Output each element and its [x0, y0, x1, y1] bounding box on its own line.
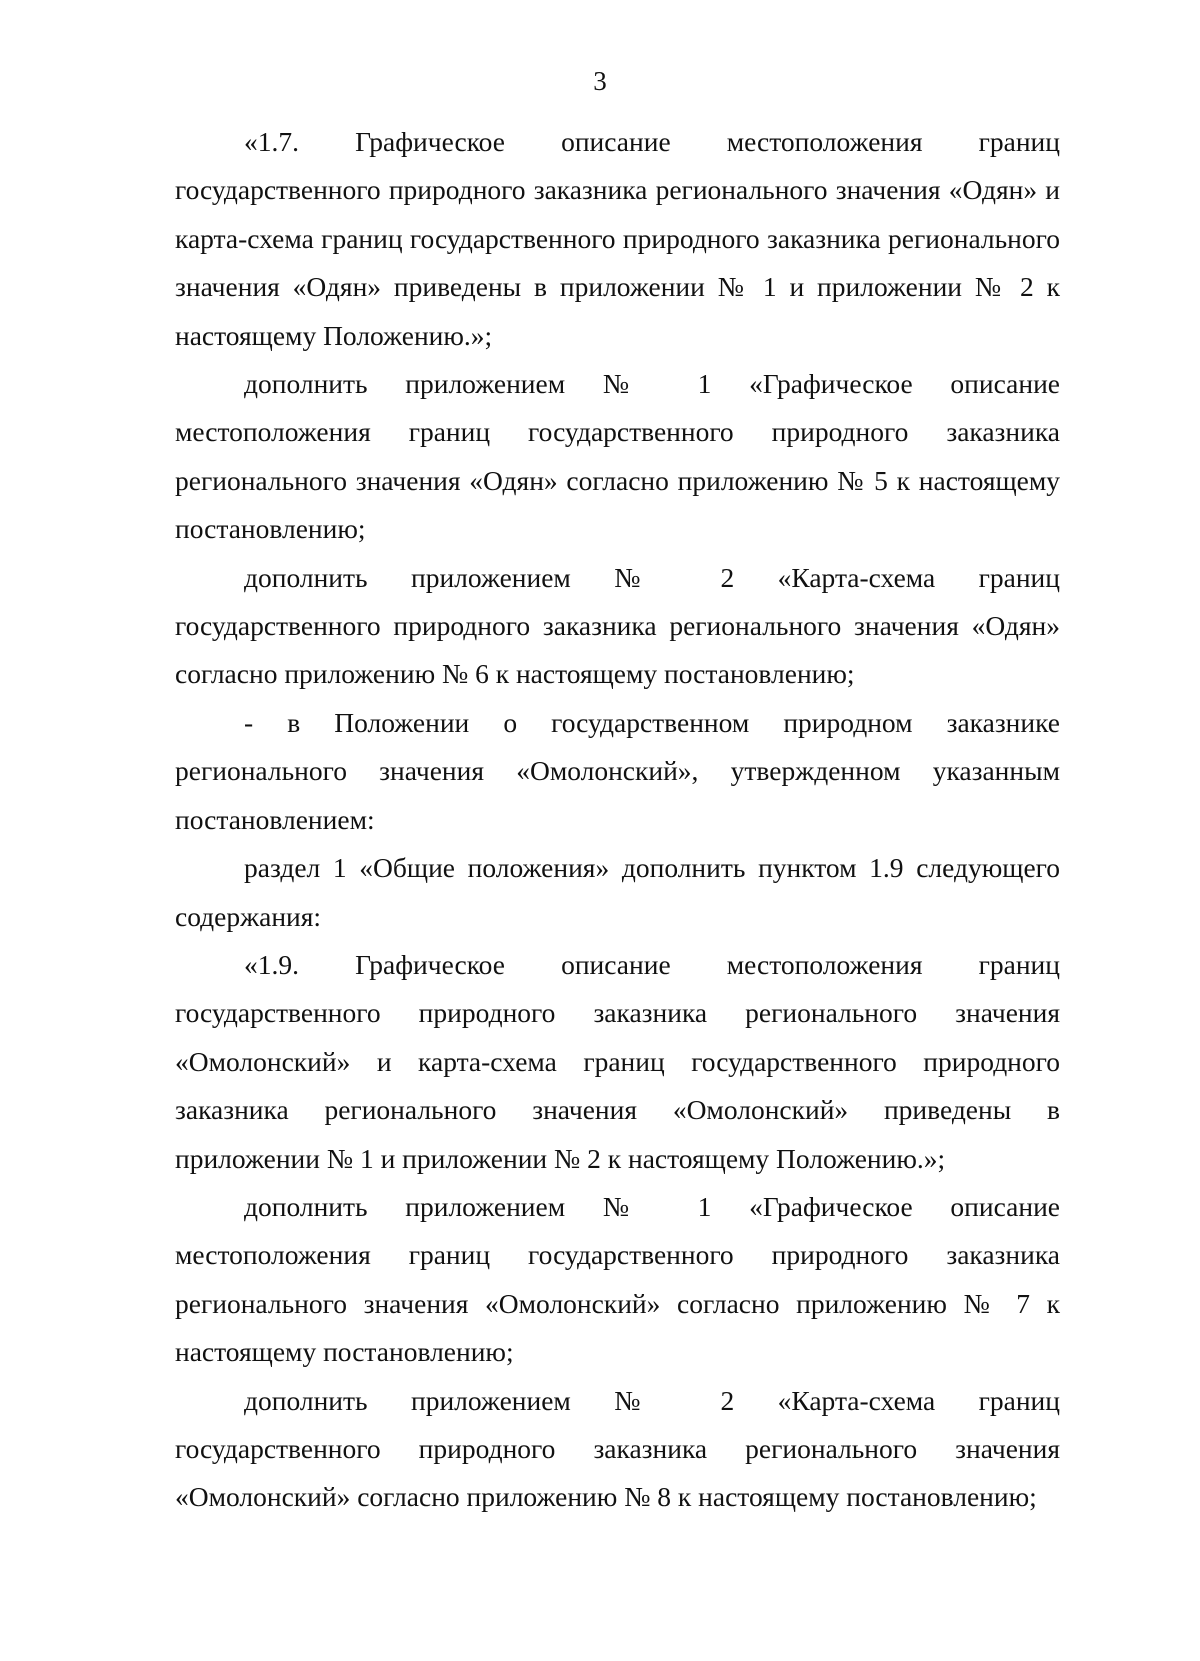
- paragraph-7-first-line: дополнить приложением № 1 «Графическое описание: [244, 1190, 1060, 1222]
- paragraph-2-text: местоположения границ государственного природного заказника регионального значения «Одян» согласно приложению № 5 к настоящему постановлению;: [175, 416, 1060, 545]
- paragraph-7-text: местоположения границ государственного природного заказника регионального значения «Омолонский» согласно приложению № 7 к настоящему постановлению;: [175, 1239, 1060, 1368]
- page-number: 3: [593, 66, 607, 96]
- paragraph-8-text: государственного природного заказника регионального значения «Омолонский» согласно приложению № 8 к настоящему постановлению;: [175, 1432, 1060, 1513]
- document-body: [175, 118, 1060, 1522]
- paragraph-5-text: содержания:: [175, 900, 322, 932]
- paragraph-4-first-line: - в Положении о государственном природном заказнике: [244, 706, 1060, 738]
- paragraph-4-text: регионального значения «Омолонский», утвержденном указанным постановлением:: [175, 755, 1060, 835]
- paragraph-2-first-line: дополнить приложением № 1 «Графическое описание: [244, 368, 1060, 400]
- paragraph-8-first-line: дополнить приложением № 2 «Карта-схема границ: [244, 1384, 1060, 1416]
- paragraph-6-first-line: «1.9. Графическое описание местоположения границ: [244, 948, 1060, 980]
- paragraph-1-text: государственного природного заказника регионального значения «Одян» и карта-схема границ государственного природного заказника регионального значения «Одян» приведены в приложении № 1 и приложении № 2 к настоящему Положению.»;: [175, 174, 1060, 351]
- paragraph-3-first-line: дополнить приложением № 2 «Карта-схема границ: [244, 561, 1060, 593]
- paragraph-1-first-line: «1.7. Графическое описание местоположения границ: [244, 126, 1060, 157]
- paragraph-6-text: государственного природного заказника регионального значения «Омолонский» и карта-схема границ государственного природного заказника регионального значения «Омолонский» приведены в приложении № 1 и приложении № 2 к настоящему Положению.»;: [175, 997, 1060, 1174]
- paragraph-3-text: государственного природного заказника регионального значения «Одян» согласно приложению № 6 к настоящему постановлению;: [175, 610, 1060, 690]
- paragraph-5-first-line: раздел 1 «Общие положения» дополнить пунктом 1.9 следующего: [244, 852, 1060, 884]
